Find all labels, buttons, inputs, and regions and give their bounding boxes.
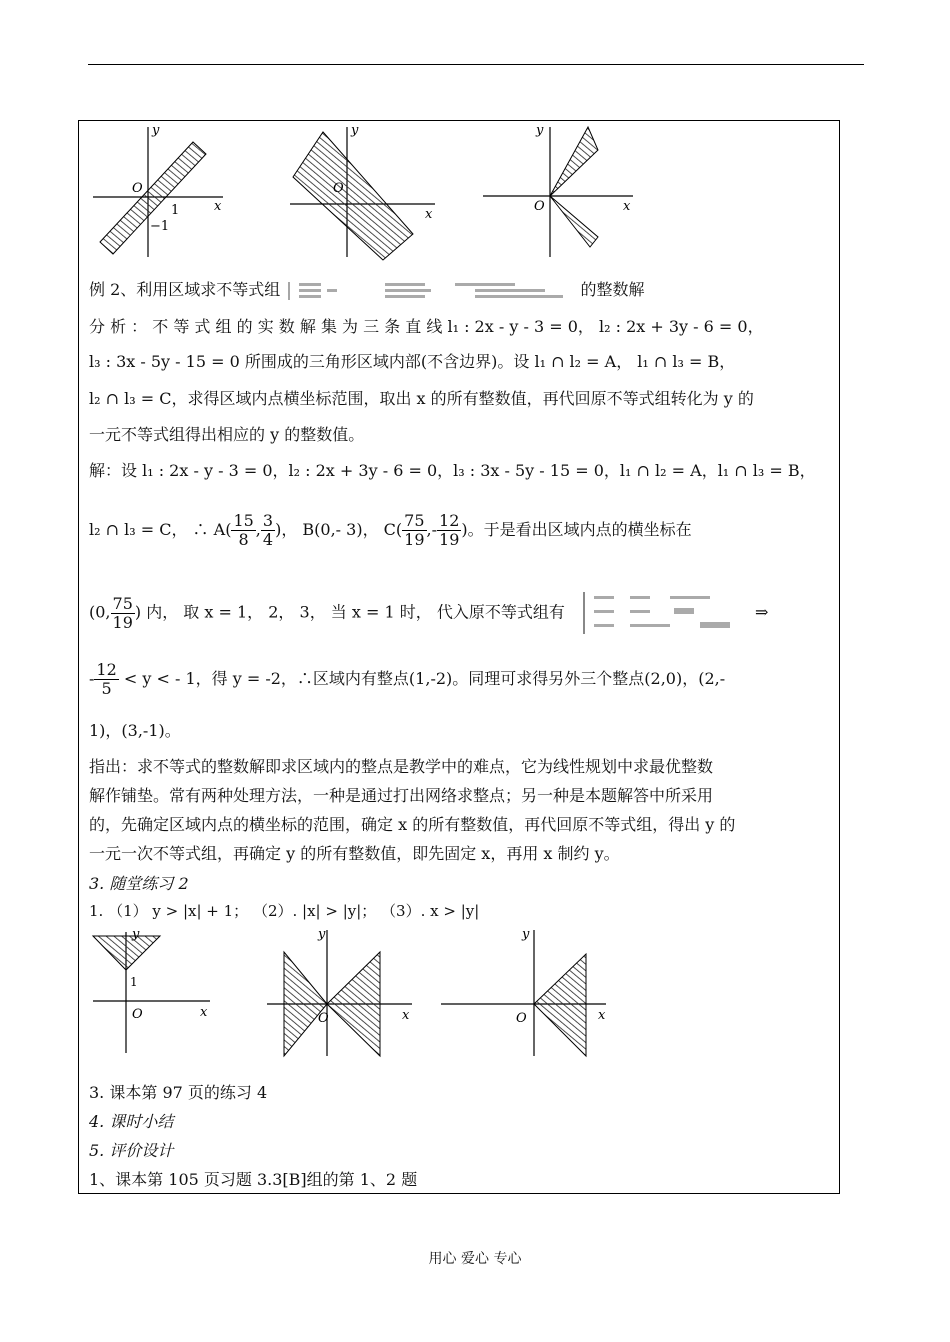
origin-label: O	[318, 1011, 329, 1026]
x-axis-label: x	[425, 207, 433, 222]
note-line-3: 的，先确定区域内点的横坐标的范围，确定 x 的所有整数值，再代回原不等式组，得出 y 的	[89, 815, 736, 834]
solution-line-1: 解：设 l₁ : 2x - y - 3 = 0，l₂ : 2x + 3y - 6 = 0，l₃ : 3x - 5y - 15 = 0，l₁ ∩ l₂ = A，l₁ ∩ l₃ = B，	[89, 461, 816, 480]
y-axis-label: y	[351, 123, 359, 138]
fraction: $\frac{75}{19}$	[404, 511, 425, 549]
note-line-4: 一元一次不等式组，再确定 y 的所有整数值，即先固定 x，再用 x 制约 y。	[89, 844, 620, 863]
solution-line-3: (0, $\frac{75}{19}$ ) 内， 取 x = 1， 2， 3， 当 x = 1 时， 代入原不等式组有 ⇒	[89, 590, 768, 636]
y-axis-label: y	[536, 123, 544, 138]
implies-symbol: ⇒	[755, 602, 769, 622]
y-axis-label: y	[522, 927, 530, 942]
tick-label-1: 1	[130, 975, 138, 989]
fraction: $\frac{12}{5}$	[96, 660, 117, 698]
note-line-2: 解作铺垫。常有两种处理方法，一种是通过打出网络求整点；另一种是本题解答中所采用	[89, 786, 714, 805]
x-axis-label: x	[200, 1005, 208, 1020]
solution-line-2: l₂ ∩ l₃ = C， ∴ A( $\frac{15}{8}$ , $\frac{3}{4}$ )， B(0,- 3)， C( $\frac{75}{19}$ ,- $\frac{12}{19}$ )。于是看出区域内点的横坐标在	[89, 511, 692, 549]
fraction: $\frac{12}{19}$	[439, 511, 460, 549]
fraction: $\frac{3}{4}$	[262, 511, 274, 549]
summary-heading: 4. 课时小结	[89, 1112, 174, 1131]
practice-item-1: 1. （1） y > |x| + 1； （2）. |x| > |y|； （3）. x > |y|	[89, 902, 480, 920]
page-footer: 用心 爱心 专心	[428, 1251, 522, 1267]
x-axis-label: x	[623, 199, 631, 214]
solution-line-5: 1)，(3,-1)。	[89, 721, 181, 740]
origin-label: O	[333, 181, 344, 196]
solution-line-4: - $\frac{12}{5}$ < y < - 1，得 y = -2，∴区域内有整点(1,-2)。同理可求得另外三个整点(2,0)，(2,-	[89, 660, 726, 698]
analysis-line-2: l₃ : 3x - 5y - 15 = 0 所围成的三角形区域内部(不含边界)。设 l₁ ∩ l₂ = A， l₁ ∩ l₃ = B，	[89, 352, 736, 371]
graph-figure-2	[285, 122, 445, 262]
analysis-line-3: l₂ ∩ l₃ = C，求得区域内点横坐标范围，取出 x 的所有整数值，再代回原不等式组转化为 y 的	[89, 389, 754, 408]
y-axis-label: y	[318, 927, 326, 942]
tick-label-1: 1	[171, 203, 180, 218]
example2-heading: 例 2、利用区域求不等式组 的整数解	[89, 279, 644, 302]
origin-label: O	[516, 1011, 527, 1026]
origin-label: O	[534, 199, 545, 214]
analysis-line-1: 分 析 ： 不 等 式 组 的 实 数 解 集 为 三 条 直 线 l₁ : 2x - y - 3 = 0， l₂ : 2x + 3y - 6 = 0，	[89, 317, 764, 336]
substituted-system-image	[580, 590, 750, 636]
practice-figure-3	[436, 924, 616, 1060]
y-axis-label: y	[152, 123, 160, 138]
x-axis-label: x	[598, 1008, 606, 1023]
graph-figure-3	[478, 122, 638, 262]
graph-figure-1	[88, 122, 228, 262]
header-rule	[88, 64, 864, 65]
practice-figure-2	[262, 924, 422, 1060]
origin-label: O	[132, 181, 143, 196]
practice-item-3: 3. 课本第 97 页的练习 4	[89, 1083, 268, 1102]
analysis-line-4: 一元不等式组得出相应的 y 的整数值。	[89, 425, 365, 444]
fraction: $\frac{75}{19}$	[112, 593, 133, 632]
x-axis-label: x	[402, 1008, 410, 1023]
x-axis-label: x	[214, 199, 222, 214]
inequality-system-image	[285, 280, 575, 302]
y-axis-label: y	[132, 928, 140, 942]
tick-label-minus-1: −1	[150, 219, 170, 234]
fraction: $\frac{15}{8}$	[233, 511, 254, 549]
note-line-1: 指出：求不等式的整数解即求区域内的整点是教学中的难点，它为线性规划中求最优整数	[89, 757, 714, 776]
homework-line: 1、课本第 105 页习题 3.3[B]组的第 1、2 题	[89, 1170, 418, 1189]
origin-label: O	[132, 1007, 143, 1022]
evaluation-heading: 5. 评价设计	[89, 1141, 174, 1160]
practice-heading: 3. 随堂练习 2	[89, 874, 189, 893]
practice-figure-1	[88, 928, 218, 1058]
